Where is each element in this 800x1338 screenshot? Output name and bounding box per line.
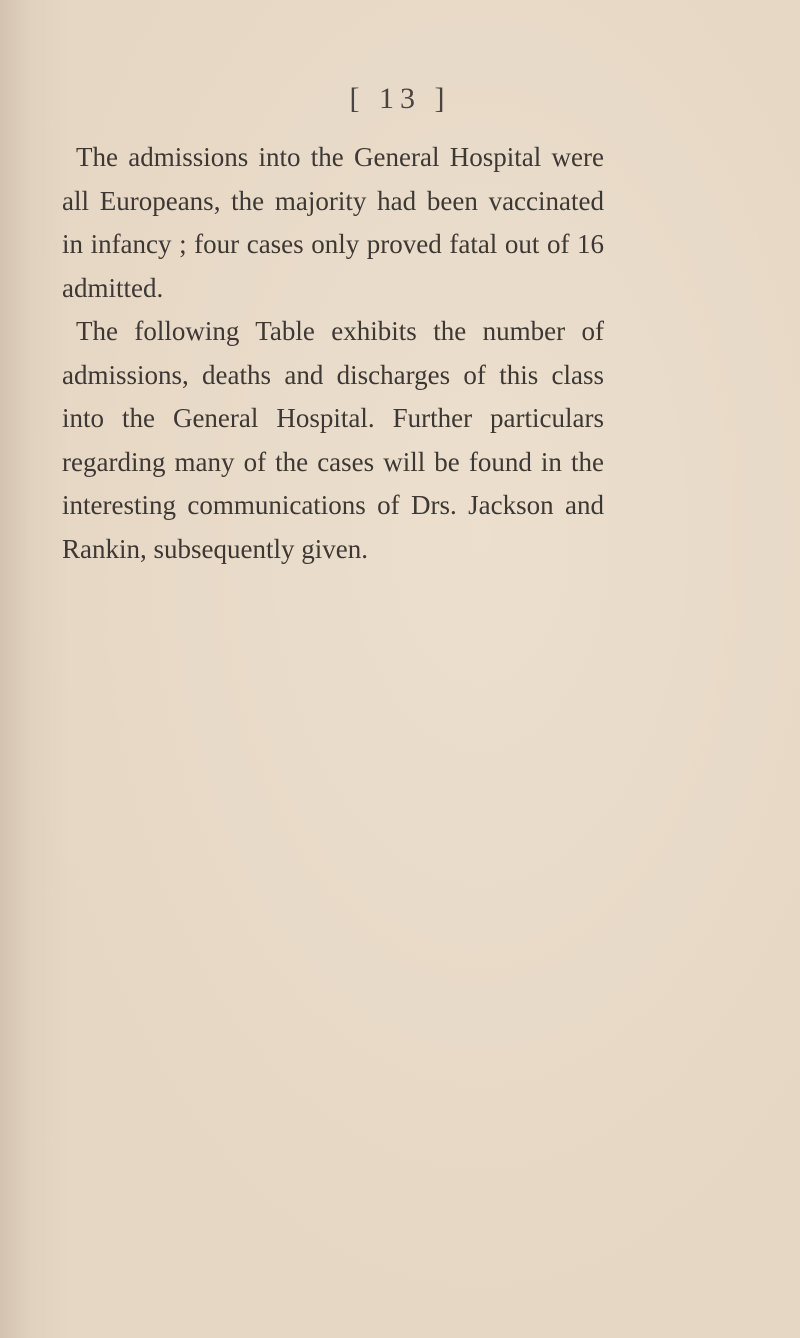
paragraph-admissions: The admissions into the General Hospital were all Europeans, the majority had been vaccinated in infancy ; four cases only proved fatal out of 16 admitted.	[62, 142, 604, 303]
page-number: [ 13 ]	[349, 82, 451, 115]
body-text	[62, 136, 604, 571]
paragraph-table-intro: The following Table exhibits the number of admissions, deaths and discharges of this class into the General Hospital. Further particulars regarding many of the cases will be found in the interesting communications of Drs. Jackson and Rankin, subsequently given.	[62, 316, 604, 564]
